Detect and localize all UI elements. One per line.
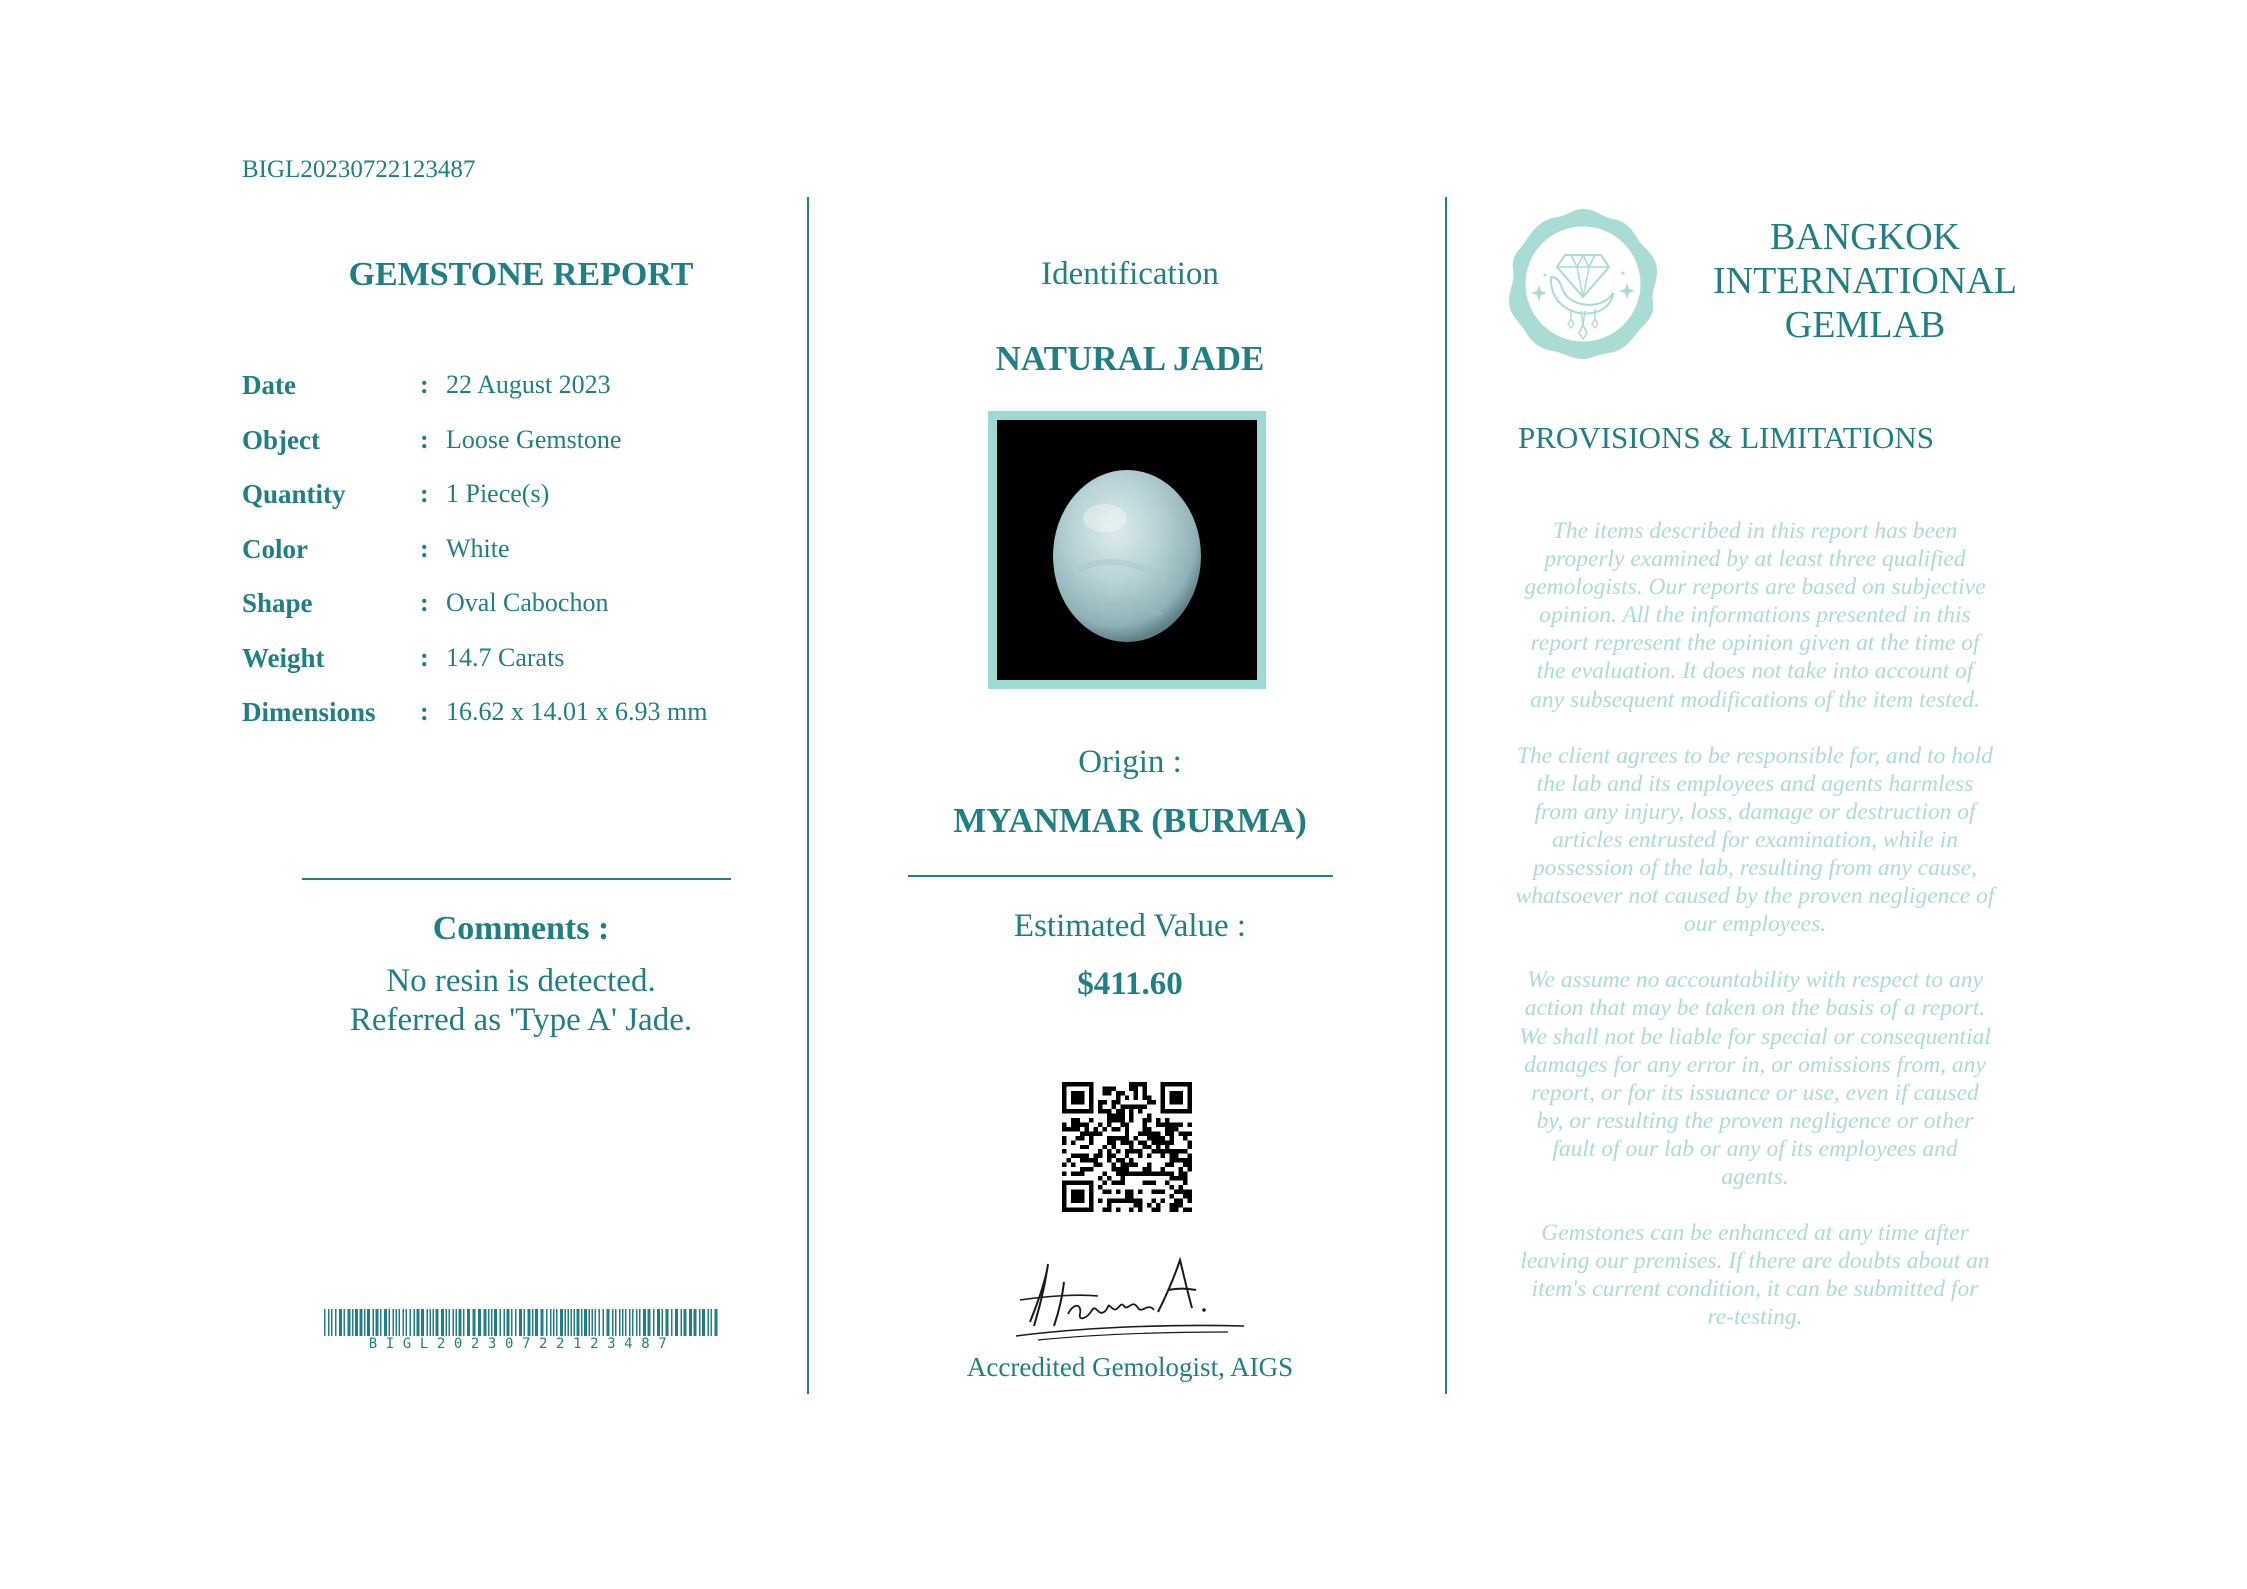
lab-name-line: BANGKOK: [1770, 216, 1960, 258]
provisions-line: damages for any error in, or omissions from, any: [1524, 1051, 1986, 1078]
field-row-color: [242, 534, 762, 589]
barcode-text: BIGL20230722123487: [368, 1336, 676, 1352]
provisions-line: item's current condition, it can be submitted for: [1531, 1276, 1979, 1303]
field-label: Color: [242, 533, 308, 564]
provisions-line: any subsequent modifications of the item tested.: [1530, 686, 1980, 713]
field-colon: :: [420, 479, 429, 508]
report-fields: [242, 370, 762, 752]
provisions-line: the evaluation. It does not take into account of: [1536, 658, 1974, 685]
field-value: 22 August 2023: [446, 370, 611, 399]
report-title: GEMSTONE REPORT: [348, 256, 694, 293]
provisions-line: possession of the lab, resulting from any cause,: [1532, 855, 1978, 882]
identification-value: NATURAL JADE: [995, 339, 1265, 378]
field-label: Dimensions: [242, 697, 376, 727]
field-row-quantity: [242, 479, 762, 534]
field-row-object: [242, 425, 762, 480]
provisions-line: We shall not be liable for special or consequential: [1519, 1023, 1991, 1050]
barcode: [324, 1309, 720, 1336]
estimated-value-amount: $411.60: [1077, 966, 1183, 1002]
provisions-line: The items described in this report has been: [1552, 518, 1958, 544]
comments-line: Referred as 'Type A' Jade.: [349, 1002, 693, 1038]
provisions-body: [1495, 517, 2015, 1359]
lab-name: [1700, 215, 2030, 347]
provisions-line: leaving our premises. If there are doubts about an: [1520, 1248, 1990, 1275]
provisions-line: by, or resulting the proven negligence or other: [1536, 1107, 1974, 1134]
column-divider-right: [1445, 197, 1447, 1394]
estimated-value-label: Estimated Value :: [1013, 908, 1247, 944]
comments-title: Comments :: [432, 910, 610, 947]
divider-line: [908, 875, 1333, 877]
qr-code: [1062, 1082, 1192, 1212]
provisions-title: PROVISIONS & LIMITATIONS: [1518, 420, 1935, 455]
field-colon: :: [420, 424, 429, 454]
provisions-line: We assume no accountability with respect to any: [1527, 967, 1983, 994]
divider-line: [302, 878, 731, 880]
comments-body: [260, 962, 782, 1040]
provisions-line: fault of our lab or any of its employees and: [1552, 1135, 1958, 1162]
field-label: Object: [242, 424, 320, 455]
provisions-paragraph: [1495, 742, 2015, 939]
provisions-line: opinion. All the informations presented in this: [1539, 602, 1971, 629]
column-divider-left: [807, 197, 809, 1394]
provisions-paragraph: [1495, 966, 2015, 1191]
provisions-line: our employees.: [1683, 911, 1827, 938]
field-row-shape: [242, 588, 762, 643]
provisions-line: report represent the opinion given at the time of: [1530, 630, 1980, 657]
gemstone-photo-frame: [988, 411, 1266, 689]
report-id: BIGL20230722123487: [242, 156, 476, 183]
gemologist-title: Accredited Gemologist, AIGS: [966, 1352, 1294, 1382]
provisions-line: The client agrees to be responsible for, and to hold: [1516, 742, 1994, 769]
field-label: Quantity: [242, 479, 346, 509]
lab-seal-logo: [1505, 205, 1661, 361]
field-label: Date: [242, 370, 296, 400]
field-value: Loose Gemstone: [446, 424, 622, 454]
field-row-weight: [242, 643, 762, 698]
field-value: 1 Piece(s): [446, 479, 550, 508]
provisions-line: the lab and its employees and agents harmless: [1536, 770, 1974, 797]
field-colon: :: [420, 533, 429, 563]
gemstone-photo: [997, 420, 1257, 680]
provisions-line: from any injury, loss, damage or destruction of: [1534, 798, 1976, 825]
field-value: White: [446, 533, 510, 563]
field-value: Oval Cabochon: [446, 588, 609, 617]
provisions-line: whatsoever not caused by the proven negligence of: [1515, 883, 1995, 910]
provisions-paragraph: [1495, 517, 2015, 714]
lab-name-line: INTERNATIONAL: [1713, 260, 2017, 302]
gemstone-image: [997, 420, 1257, 680]
provisions-line: report, or for its issuance or use, even if caused: [1531, 1079, 1979, 1106]
field-label: Shape: [242, 588, 313, 618]
field-value: 16.62 x 14.01 x 6.93 mm: [446, 697, 708, 726]
field-colon: :: [420, 370, 429, 399]
provisions-paragraph: [1495, 1219, 2015, 1331]
field-row-dimensions: [242, 697, 762, 752]
gemologist-signature: [1008, 1252, 1248, 1342]
provisions-line: re-testing.: [1707, 1304, 1803, 1331]
field-colon: :: [420, 588, 429, 617]
provisions-line: properly examined by at least three qualified: [1544, 546, 1966, 573]
provisions-line: Gemstones can be enhanced at any time after: [1541, 1220, 1969, 1247]
origin-label: Origin :: [1078, 744, 1182, 780]
field-colon: :: [420, 642, 429, 672]
field-row-date: [242, 370, 762, 425]
lab-name-line: GEMLAB: [1784, 304, 1946, 346]
field-label: Weight: [242, 642, 325, 673]
field-value: 14.7 Carats: [446, 642, 565, 672]
provisions-line: action that may be taken on the basis of a report.: [1524, 995, 1986, 1022]
provisions-line: articles entrusted for examination, while in: [1552, 826, 1958, 853]
origin-value: MYANMAR (BURMA): [953, 801, 1307, 840]
identification-label: Identification: [1041, 256, 1219, 292]
provisions-line: gemologists. Our reports are based on subjective: [1524, 574, 1986, 601]
provisions-line: agents.: [1721, 1163, 1789, 1190]
field-colon: :: [420, 697, 429, 726]
comments-line: No resin is detected.: [386, 963, 656, 999]
